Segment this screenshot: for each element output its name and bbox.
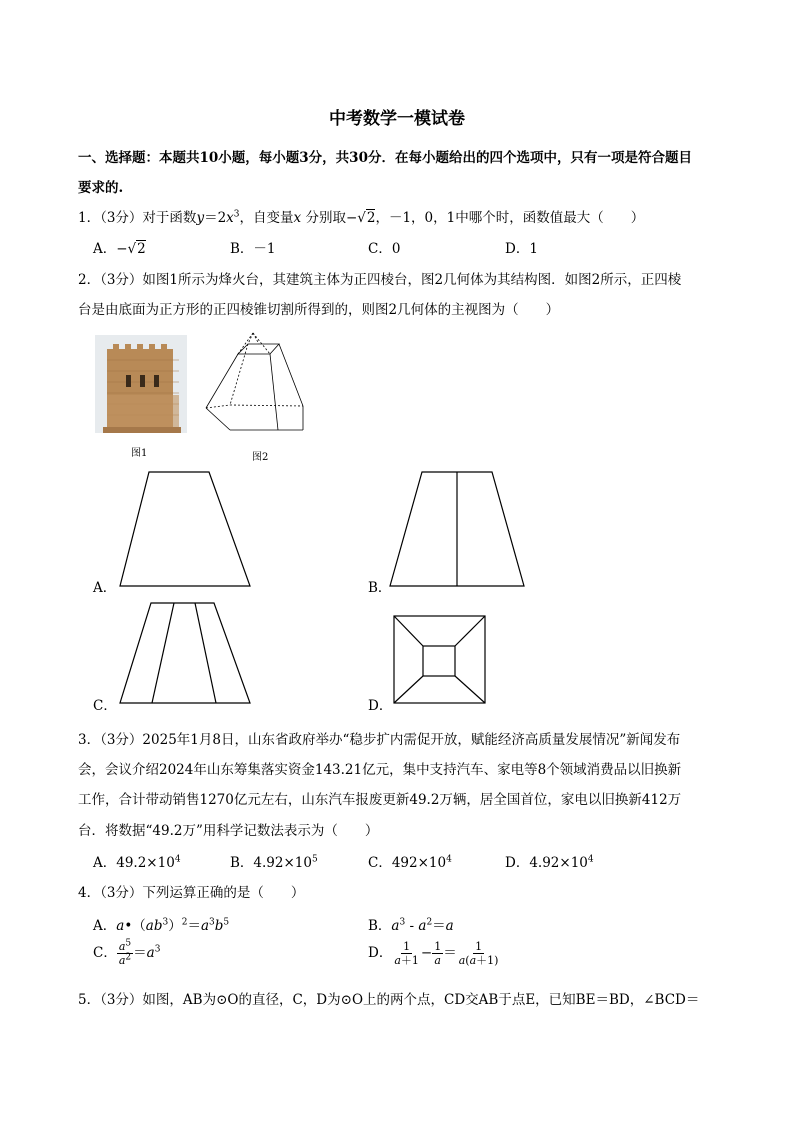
q2-option-b-trapezoid-center-line[interactable] xyxy=(388,470,528,588)
q4-option-c[interactable]: C． $\frac{a^5}{a^2}$ $=a^3$ xyxy=(93,938,161,967)
q2-option-a-trapezoid[interactable] xyxy=(118,470,254,588)
figure-2-caption: 图2 xyxy=(252,452,269,463)
section-heading-line2: 要求的. xyxy=(78,180,124,196)
q1-option-d[interactable]: D．1 xyxy=(505,241,538,257)
question-3-line3: 工作，合计带动销售1270亿元左右，山东汽车报废更新49.2万辆，居全国首位，家电以旧换新412万 xyxy=(78,792,682,808)
q2-option-c-trapezoid-slanted-lines[interactable] xyxy=(118,600,254,706)
q1-option-c[interactable]: C．0 xyxy=(368,241,401,257)
q2-option-d-label[interactable]: D． xyxy=(368,698,393,714)
q2-option-c-label[interactable]: C． xyxy=(93,698,117,714)
question-2-line1: 2．（3分）如图1所示为烽火台，其建筑主体为正四棱台，图2几何体为其结构图．如图2所示，正四棱 xyxy=(78,272,682,288)
q3-option-b[interactable]: B．$4.92\times 10^5$ xyxy=(230,854,318,871)
q1-option-a[interactable]: A．−√2 xyxy=(93,241,146,257)
question-3-line4: 台．将数据“49.2万”用科学记数法表示为（ ） xyxy=(78,823,379,839)
question-3-line1: 3．（3分）2025年1月8日，山东省政府举办“稳步扩内需促开放，赋能经济高质量发展情况”新闻发布 xyxy=(78,732,681,748)
q2-option-b-label[interactable]: B． xyxy=(368,580,392,596)
question-5: 5．（3分）如图，AB为⊙O的直径，C，D为⊙O上的两个点，CD交AB于点E，已知BE＝BD，∠BCD＝ xyxy=(78,992,700,1008)
page-title: 中考数学一模试卷 xyxy=(329,109,465,129)
question-3-line2: 会，会议介绍2024年山东筹集落实资金143.21亿元，集中支持汽车、家电等8个领域消费品以旧换新 xyxy=(78,762,682,778)
figure-1-caption: 图1 xyxy=(131,448,148,459)
q4-option-a[interactable]: A．$a•(ab^3)^2=a^3b^5$ xyxy=(93,917,230,934)
q3-option-d[interactable]: D．$4.92\times 10^4$ xyxy=(505,854,594,871)
figure-2-frustum-diagram xyxy=(204,330,308,436)
question-4-stem: 4．（3分）下列运算正确的是（ ） xyxy=(78,885,305,901)
q4-option-d[interactable]: D． $\frac{1}{a+1}$ − $\frac{1}{a}$ ＝ $\frac{1}{a(a+1)}$ xyxy=(368,940,499,967)
q3-option-a[interactable]: A．$49.2\times 10^4$ xyxy=(93,854,181,871)
q1-option-b[interactable]: B．－1 xyxy=(230,241,276,257)
q2-option-a-label[interactable]: A． xyxy=(93,580,117,596)
question-1: 1．（3分）对于函数$y=2x^3$，自变量x 分别取−√2，－1，0，1中哪个时，函数值最大（ ） xyxy=(78,209,645,226)
q2-option-d-nested-squares[interactable] xyxy=(392,614,488,706)
q3-option-c[interactable]: C．$492\times 10^4$ xyxy=(368,854,452,871)
section-heading-line1: 一、选择题：本题共10小题，每小题3分，共30分．在每小题给出的四个选项中，只有一项是符合题目 xyxy=(78,150,692,166)
q4-option-b[interactable]: B．$a^3 - a^2=a$ xyxy=(368,917,454,934)
figure-1-tower-photo xyxy=(95,335,187,433)
question-2-line2: 台是由底面为正方形的正四棱锥切割所得到的，则图2几何体的主视图为（ ） xyxy=(78,302,560,318)
